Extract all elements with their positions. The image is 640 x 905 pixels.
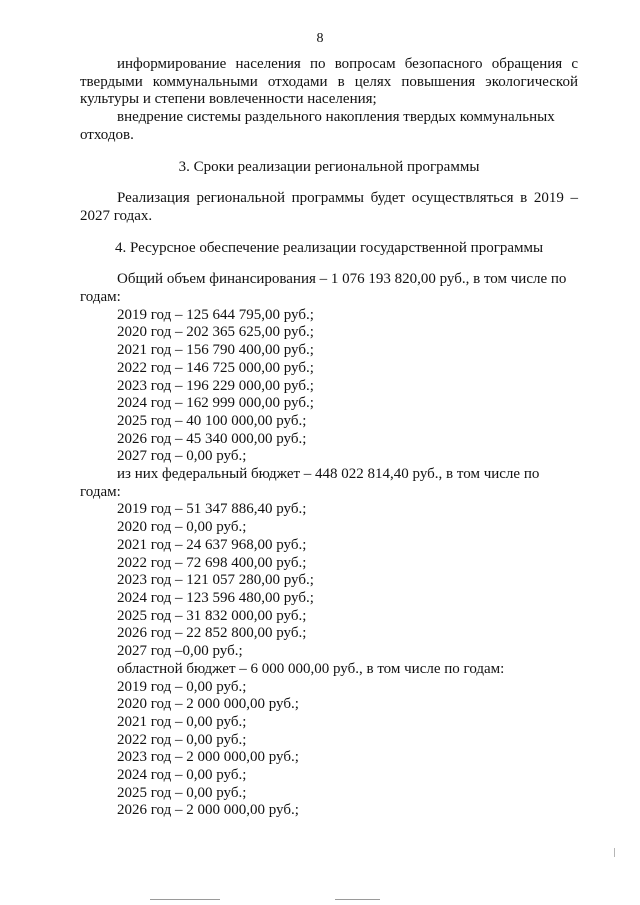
total-funding-intro: Общий объем финансирования – 1 076 193 820,00 руб., в том числе по годам: bbox=[80, 271, 567, 306]
page-number: 8 bbox=[316, 31, 324, 46]
total-funding-line: 2021 год – 156 790 400,00 руб.; bbox=[117, 342, 314, 359]
intro-paragraph-separate-collection: внедрение системы раздельного накопления твердых коммунальных отходов. bbox=[80, 109, 555, 143]
total-funding-line: 2022 год – 146 725 000,00 руб.; bbox=[117, 359, 314, 376]
total-funding-line: 2019 год – 125 644 795,00 руб.; bbox=[117, 306, 314, 323]
regional-budget-line: 2019 год – 0,00 руб.; bbox=[117, 678, 247, 695]
regional-budget-intro: областной бюджет – 6 000 000,00 руб., в том числе по годам: bbox=[117, 660, 505, 677]
federal-budget-line: 2025 год – 31 832 000,00 руб.; bbox=[117, 607, 307, 624]
scan-bottom-rule bbox=[335, 899, 380, 900]
scan-margin-mark bbox=[614, 848, 615, 857]
federal-budget-line: 2024 год – 123 596 480,00 руб.; bbox=[117, 589, 314, 606]
section-3-text: Реализация региональной программы будет осуществляться в 2019 – 2027 годах. bbox=[80, 190, 578, 224]
federal-budget-line: 2020 год – 0,00 руб.; bbox=[117, 519, 247, 536]
federal-budget-line: 2022 год – 72 698 400,00 руб.; bbox=[117, 554, 307, 571]
total-funding-line: 2023 год – 196 229 000,00 руб.; bbox=[117, 377, 314, 394]
regional-budget-line: 2021 год – 0,00 руб.; bbox=[117, 713, 247, 730]
regional-budget-line: 2026 год – 2 000 000,00 руб.; bbox=[117, 802, 299, 819]
federal-budget-intro: из них федеральный бюджет – 448 022 814,40 руб., в том числе по годам: bbox=[80, 466, 540, 500]
total-funding-line: 2024 год – 162 999 000,00 руб.; bbox=[117, 395, 314, 412]
federal-budget-list bbox=[80, 501, 578, 660]
regional-budget-line: 2022 год – 0,00 руб.; bbox=[117, 731, 247, 748]
total-funding-list bbox=[80, 307, 578, 466]
federal-budget-line: 2026 год – 22 852 800,00 руб.; bbox=[117, 625, 307, 642]
federal-budget-line: 2023 год – 121 057 280,00 руб.; bbox=[117, 572, 314, 589]
document-body bbox=[80, 56, 578, 820]
federal-budget-line: 2027 год –0,00 руб.; bbox=[117, 643, 243, 660]
scan-bottom-rule bbox=[150, 899, 220, 900]
section-4-heading: 4. Ресурсное обеспечение реализации государственной программы bbox=[114, 239, 544, 256]
regional-budget-list bbox=[80, 679, 578, 821]
intro-paragraph-informing: информирование населения по вопросам безопасного обращения с твердыми коммунальными отходами в целях повышения экологической культуры и степени вовлеченности населения; bbox=[80, 56, 578, 108]
federal-budget-line: 2021 год – 24 637 968,00 руб.; bbox=[117, 536, 307, 553]
section-3-heading: 3. Сроки реализации региональной программы bbox=[178, 158, 480, 175]
total-funding-line: 2026 год – 45 340 000,00 руб.; bbox=[117, 430, 307, 447]
regional-budget-line: 2025 год – 0,00 руб.; bbox=[117, 784, 247, 801]
total-funding-line: 2025 год – 40 100 000,00 руб.; bbox=[117, 412, 307, 429]
total-funding-line: 2020 год – 202 365 625,00 руб.; bbox=[117, 324, 314, 341]
total-funding-line: 2027 год – 0,00 руб.; bbox=[117, 448, 247, 465]
regional-budget-line: 2024 год – 0,00 руб.; bbox=[117, 767, 247, 784]
regional-budget-line: 2020 год – 2 000 000,00 руб.; bbox=[117, 696, 299, 713]
federal-budget-line: 2019 год – 51 347 886,40 руб.; bbox=[117, 501, 307, 518]
regional-budget-line: 2023 год – 2 000 000,00 руб.; bbox=[117, 749, 299, 766]
